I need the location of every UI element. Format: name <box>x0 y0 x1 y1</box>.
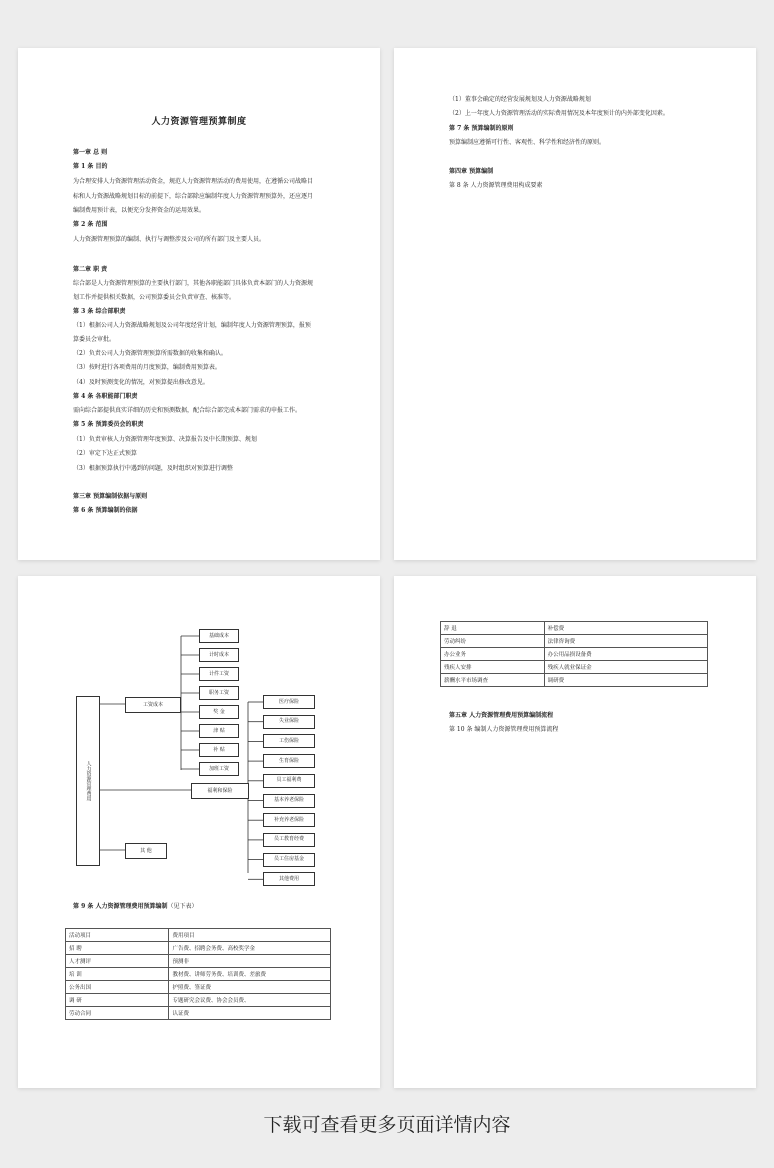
org-item-label: 计时成本 <box>208 651 229 658</box>
table-row <box>66 968 331 981</box>
table-cell: 办公用品损设备费 <box>544 648 707 661</box>
section-heading: 第 1 条 目的 <box>73 163 108 170</box>
body-text-line: （1）负责审核人力资源管理年度预算、决算报告及中长期预算、规划 <box>73 436 257 443</box>
table-row <box>441 622 708 635</box>
table-cell: 培 训 <box>66 968 169 981</box>
org-item-label: 计件工资 <box>208 670 229 677</box>
document-page-2 <box>394 48 756 560</box>
org-item-label: 基本养老保险 <box>273 797 304 803</box>
org-item-box <box>199 667 239 681</box>
table-cell: 补偿费 <box>544 622 707 635</box>
document-page-4 <box>394 576 756 1088</box>
org-other-box <box>125 843 167 859</box>
table-row <box>66 981 331 994</box>
org-item-label: 员工住房基金 <box>273 856 304 863</box>
table-row <box>66 994 331 1007</box>
table-cell: 薪酬水平市场调查 <box>441 674 545 687</box>
org-item-box <box>199 705 239 719</box>
org-item-box <box>263 774 315 788</box>
section-heading: 第 2 条 范围 <box>73 221 108 228</box>
table-cell: 招 聘 <box>66 942 169 955</box>
org-item-label: 生育保险 <box>278 757 299 764</box>
org-item-box <box>263 833 315 847</box>
org-item-label: 加班工资 <box>208 765 229 772</box>
document-page-1 <box>18 48 380 560</box>
org-wage-box <box>125 697 181 713</box>
document-page-3 <box>18 576 380 1088</box>
table-cell: 认证费 <box>169 1007 331 1020</box>
org-item-box <box>263 794 315 808</box>
table-row <box>66 1007 331 1020</box>
org-other-label: 其 他 <box>140 847 152 854</box>
section-heading: 第二章 职 责 <box>73 266 108 273</box>
org-item-label: 工伤保险 <box>278 737 299 744</box>
org-wage-label: 工资成本 <box>142 701 163 708</box>
table-cell: 人才测评 <box>66 955 169 968</box>
org-item-label: 补充养老保险 <box>273 816 304 823</box>
org-root-box <box>76 696 100 866</box>
section-heading: 第 3 条 综合部职责 <box>73 308 126 315</box>
table-cell: 辞 退 <box>441 622 545 635</box>
table-cell: 护照费、签证费 <box>169 981 331 994</box>
table-row <box>441 674 708 687</box>
org-item-box <box>263 695 315 709</box>
org-item-label: 员工福利费 <box>276 777 302 784</box>
body-text-line: （1）董事会确定的经营发展规划及人力资源战略规划 <box>449 96 591 103</box>
body-text-line: 第 8 条 人力资源管理费用构成要素 <box>449 182 543 189</box>
download-prompt: 下载可查看更多页面详情内容 <box>263 1114 511 1136</box>
body-text-line: 算委员会审批。 <box>73 336 116 343</box>
document-title: 人力资源管理预算制度 <box>151 117 247 127</box>
budget-table-1 <box>65 928 331 1020</box>
table-cell: 公务出国 <box>66 981 169 994</box>
body-text-line: 标和人力资源战略规划目标的前提下，综合部除应编制年度人力资源管理预算外，还应逐月 <box>73 193 314 200</box>
table-cell: 劳动合同 <box>66 1007 169 1020</box>
section-heading: 第三章 预算编制依据与原则 <box>73 493 148 500</box>
table-row <box>441 661 708 674</box>
body-text-line: （2）上一年度人力资源管理活动的实际费用情况及本年度预计的内外部变化因素。 <box>449 110 669 117</box>
table-cell: 残疾人安排 <box>441 661 545 674</box>
org-item-label: 医疗保险 <box>278 698 299 705</box>
org-item-label: 奖 金 <box>213 708 225 715</box>
org-item-label: 津 贴 <box>213 727 225 734</box>
org-item-box <box>199 648 239 662</box>
org-item-label: 职务工资 <box>208 689 229 696</box>
body-text-line: 需向综合部提供真实详细的历史和预测数据，配合综合部完成本部门需求的申报工作。 <box>73 407 302 414</box>
org-welfare-box <box>191 783 249 799</box>
org-item-box <box>263 872 315 886</box>
org-item-label: 员工教育经费 <box>273 836 304 843</box>
body-text-line: 划工作并提供相关数据，公司预算委员会负责审查、核准等。 <box>73 294 236 301</box>
table-cell: 残疾人就业保证金 <box>544 661 707 674</box>
org-item-box <box>263 715 315 729</box>
table-cell: 广告费、招聘会务费、高校奖学金 <box>169 942 331 955</box>
table-cell: 调 研 <box>66 994 169 1007</box>
table-row <box>66 942 331 955</box>
org-item-label: 其他费用 <box>278 875 299 882</box>
org-item-box <box>199 724 239 738</box>
org-item-box <box>263 853 315 867</box>
org-item-label: 基础成本 <box>208 632 229 639</box>
budget-table-2 <box>440 621 708 687</box>
article-9-note: （见下表） <box>167 903 198 910</box>
org-item-box <box>263 734 315 748</box>
table-cell: 教材费、讲师劳务费、培训费、差旅费 <box>169 968 331 981</box>
article-9-caption <box>73 903 197 911</box>
org-item-box <box>199 743 239 757</box>
org-item-box <box>263 813 315 827</box>
body-text-line: 预算编制应遵循可行性、客观性、科学性和经济性的原则。 <box>449 139 606 146</box>
section-heading: 第 7 条 预算编制的原则 <box>449 125 514 132</box>
table-cell: 活动项目 <box>66 929 169 942</box>
section-heading: 第五章 人力资源管理费用预算编制流程 <box>449 712 554 719</box>
body-text-line: （2）负责公司人力资源管理预算所需数据的收集和确认。 <box>73 350 227 357</box>
body-text-line: 编制费用预计表，以便充分发挥资金的运用效果。 <box>73 207 206 214</box>
table-row <box>441 635 708 648</box>
org-item-box <box>199 686 239 700</box>
table-cell: 费用项目 <box>169 929 331 942</box>
org-item-box <box>199 629 239 643</box>
table-cell: 专题研究会议费、协会会员费、 <box>169 994 331 1007</box>
section-heading: 第一章 总 则 <box>73 149 108 156</box>
table-cell: 调研费 <box>544 674 707 687</box>
table-cell: 劳动纠纷 <box>441 635 545 648</box>
body-text-line: （3）根据预算执行中遇到的问题，及时组织对预算进行调整 <box>73 465 233 472</box>
org-item-label: 补 贴 <box>213 746 225 753</box>
org-item-box <box>199 762 239 776</box>
table-cell: 法律咨询费 <box>544 635 707 648</box>
table-cell: 预测非 <box>169 955 331 968</box>
body-text-line: 第 10 条 编制人力资源管理费用预算流程 <box>449 726 559 733</box>
section-heading: 第 6 条 预算编制的依据 <box>73 507 138 514</box>
table-row <box>441 648 708 661</box>
table-cell: 办公业务 <box>441 648 545 661</box>
org-item-label: 失业保险 <box>278 718 299 725</box>
org-root-label: 人力资源管理费用 <box>85 761 92 801</box>
body-text-line: （4）及时预测变化的情况，对预算提出修改意见。 <box>73 379 209 386</box>
section-heading: 第四章 预算编制 <box>449 168 494 175</box>
org-welfare-label: 福利和保险 <box>207 787 233 794</box>
article-9-heading: 第 9 条 人力资源管理费用预算编制 <box>73 903 168 910</box>
body-text-line: （2）审定下达正式预算 <box>73 450 137 457</box>
body-text-line: （3）按时进行各项费用的月度预算，编制费用预算表。 <box>73 364 221 371</box>
body-text-line: 为合理安排人力资源管理活动资金，规范人力资源管理活动的费用使用，在遵循公司战略目 <box>73 178 314 185</box>
section-heading: 第 4 条 各职能部门职责 <box>73 393 138 400</box>
section-heading: 第 5 条 预算委员会的职责 <box>73 421 144 428</box>
body-text-line: 人力资源管理预算的编制、执行与调整涉及公司的所有部门及主要人员。 <box>73 236 266 243</box>
body-text-line: （1）根据公司人力资源战略规划及公司年度经营计划，编制年度人力资源管理预算，报预 <box>73 322 311 329</box>
body-text-line: 综合部是人力资源管理预算的主要执行部门，其他各职能部门具体负责本部门的人力资源规 <box>73 280 314 287</box>
table-row <box>66 955 331 968</box>
org-item-box <box>263 754 315 768</box>
table-row <box>66 929 331 942</box>
